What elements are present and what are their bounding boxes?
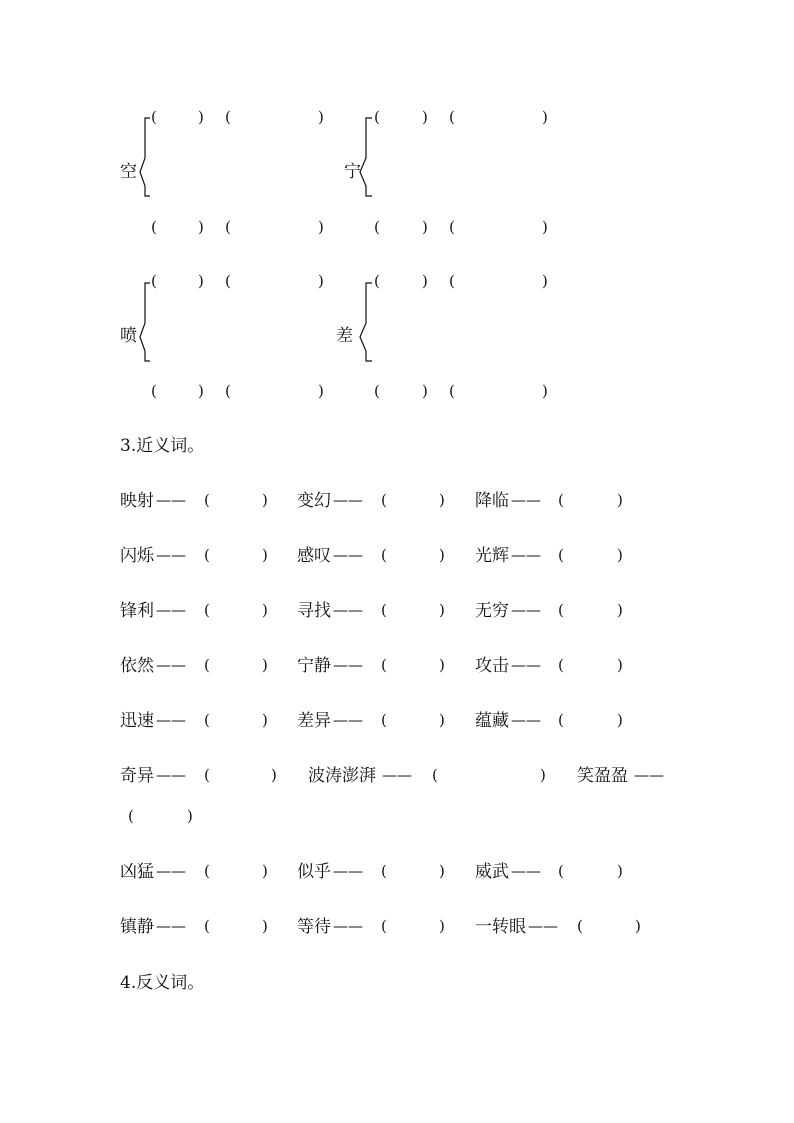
paren-close: ) (198, 272, 204, 290)
paren-open: ( (225, 382, 231, 400)
paren-open: ( (381, 711, 387, 729)
paren-close: ) (422, 218, 428, 236)
paren-close: ) (318, 272, 324, 290)
paren-open: ( (374, 272, 380, 290)
dash: —— (382, 766, 412, 784)
paren-close: ) (617, 711, 623, 729)
paren-open: ( (225, 108, 231, 126)
paren-close: ) (318, 108, 324, 126)
paren-open: ( (374, 108, 380, 126)
dash: —— (511, 862, 541, 880)
paren-close: ) (422, 382, 428, 400)
polyphone-char-kong: 空 (120, 162, 137, 182)
paren-close: ) (262, 546, 268, 564)
paren-open: ( (449, 272, 455, 290)
paren-close: ) (439, 601, 445, 619)
paren-open: ( (225, 218, 231, 236)
word: 凶猛 (120, 862, 154, 882)
dash: —— (156, 656, 186, 674)
word: 感叹 (297, 546, 331, 566)
paren-open: ( (432, 766, 438, 784)
bracket-ning (360, 118, 372, 196)
paren-close: ) (262, 656, 268, 674)
paren-close: ) (262, 862, 268, 880)
word: 波涛澎湃 (308, 766, 376, 786)
word: 镇静 (120, 917, 154, 937)
paren-open: ( (151, 108, 157, 126)
paren-close: ) (318, 382, 324, 400)
paren-open: ( (558, 491, 564, 509)
paren-close: ) (617, 546, 623, 564)
word: 锋利 (120, 601, 154, 621)
paren-open: ( (449, 218, 455, 236)
dash: —— (511, 711, 541, 729)
paren-open: ( (381, 656, 387, 674)
dash: —— (156, 766, 186, 784)
paren-open: ( (204, 711, 210, 729)
paren-open: ( (151, 272, 157, 290)
word: 依然 (120, 656, 154, 676)
word: 一转眼 (475, 917, 526, 937)
paren-close: ) (262, 711, 268, 729)
paren-open: ( (381, 917, 387, 935)
word: 攻击 (475, 656, 509, 676)
paren-open: ( (151, 218, 157, 236)
dash: —— (156, 491, 186, 509)
paren-close: ) (198, 382, 204, 400)
dash: —— (511, 656, 541, 674)
paren-open: ( (381, 546, 387, 564)
paren-open: ( (381, 491, 387, 509)
paren-close: ) (542, 108, 548, 126)
bracket-kong (140, 118, 150, 196)
paren-close: ) (439, 491, 445, 509)
dash: —— (156, 711, 186, 729)
paren-open: ( (449, 382, 455, 400)
word: 寻找 (297, 601, 331, 621)
dash: —— (156, 862, 186, 880)
dash: —— (528, 917, 558, 935)
paren-close: ) (439, 656, 445, 674)
paren-open: ( (204, 656, 210, 674)
paren-open: ( (204, 491, 210, 509)
word: 光辉 (475, 546, 509, 566)
word: 宁静 (297, 656, 331, 676)
dash: —— (333, 601, 363, 619)
word: 蕴藏 (475, 711, 509, 731)
paren-open: ( (558, 711, 564, 729)
paren-open: ( (204, 862, 210, 880)
paren-close: ) (542, 272, 548, 290)
paren-close: ) (271, 766, 277, 784)
paren-close: ) (262, 917, 268, 935)
word: 威武 (475, 862, 509, 882)
dash: —— (634, 766, 664, 784)
dash: —— (156, 917, 186, 935)
paren-close: ) (542, 218, 548, 236)
paren-open: ( (128, 807, 134, 825)
polyphone-char-ning: 宁 (344, 162, 361, 182)
paren-open: ( (204, 917, 210, 935)
dash: —— (511, 491, 541, 509)
paren-open: ( (204, 601, 210, 619)
dash: —— (333, 917, 363, 935)
dash: —— (333, 656, 363, 674)
word: 奇异 (120, 766, 154, 786)
word: 差异 (297, 711, 331, 731)
paren-open: ( (204, 546, 210, 564)
paren-close: ) (198, 218, 204, 236)
bracket-pen (140, 283, 150, 361)
dash: —— (333, 711, 363, 729)
paren-close: ) (617, 656, 623, 674)
paren-close: ) (422, 108, 428, 126)
paren-open: ( (558, 656, 564, 674)
word: 变幻 (297, 491, 331, 511)
paren-open: ( (151, 382, 157, 400)
paren-open: ( (374, 218, 380, 236)
paren-open: ( (449, 108, 455, 126)
polyphone-char-cha: 差 (336, 326, 353, 346)
paren-close: ) (439, 711, 445, 729)
paren-close: ) (542, 382, 548, 400)
paren-close: ) (617, 491, 623, 509)
dash: —— (333, 862, 363, 880)
word: 迅速 (120, 711, 154, 731)
paren-close: ) (318, 218, 324, 236)
paren-close: ) (617, 601, 623, 619)
word: 笑盈盈 (577, 766, 628, 786)
paren-close: ) (635, 917, 641, 935)
dash: —— (333, 546, 363, 564)
paren-open: ( (381, 601, 387, 619)
paren-close: ) (422, 272, 428, 290)
paren-open: ( (225, 272, 231, 290)
dash: —— (156, 546, 186, 564)
dash: —— (333, 491, 363, 509)
word: 映射 (120, 491, 154, 511)
paren-close: ) (198, 108, 204, 126)
paren-close: ) (262, 601, 268, 619)
paren-close: ) (617, 862, 623, 880)
paren-open: ( (381, 862, 387, 880)
dash: —— (511, 546, 541, 564)
paren-open: ( (204, 766, 210, 784)
paren-close: ) (439, 862, 445, 880)
paren-close: ) (439, 546, 445, 564)
word: 降临 (475, 491, 509, 511)
bracket-cha (360, 283, 372, 361)
section-title-antonyms: 4.反义词。 (120, 973, 205, 993)
word: 等待 (297, 917, 331, 937)
polyphone-char-pen: 喷 (120, 326, 137, 346)
word: 似乎 (297, 862, 331, 882)
word: 无穷 (475, 601, 509, 621)
paren-open: ( (558, 546, 564, 564)
paren-close: ) (540, 766, 546, 784)
dash: —— (156, 601, 186, 619)
paren-open: ( (558, 862, 564, 880)
word: 闪烁 (120, 546, 154, 566)
paren-open: ( (577, 917, 583, 935)
paren-close: ) (262, 491, 268, 509)
section-title-synonyms: 3.近义词。 (120, 436, 205, 456)
paren-open: ( (558, 601, 564, 619)
dash: —— (511, 601, 541, 619)
paren-open: ( (374, 382, 380, 400)
paren-close: ) (187, 807, 193, 825)
paren-close: ) (439, 917, 445, 935)
